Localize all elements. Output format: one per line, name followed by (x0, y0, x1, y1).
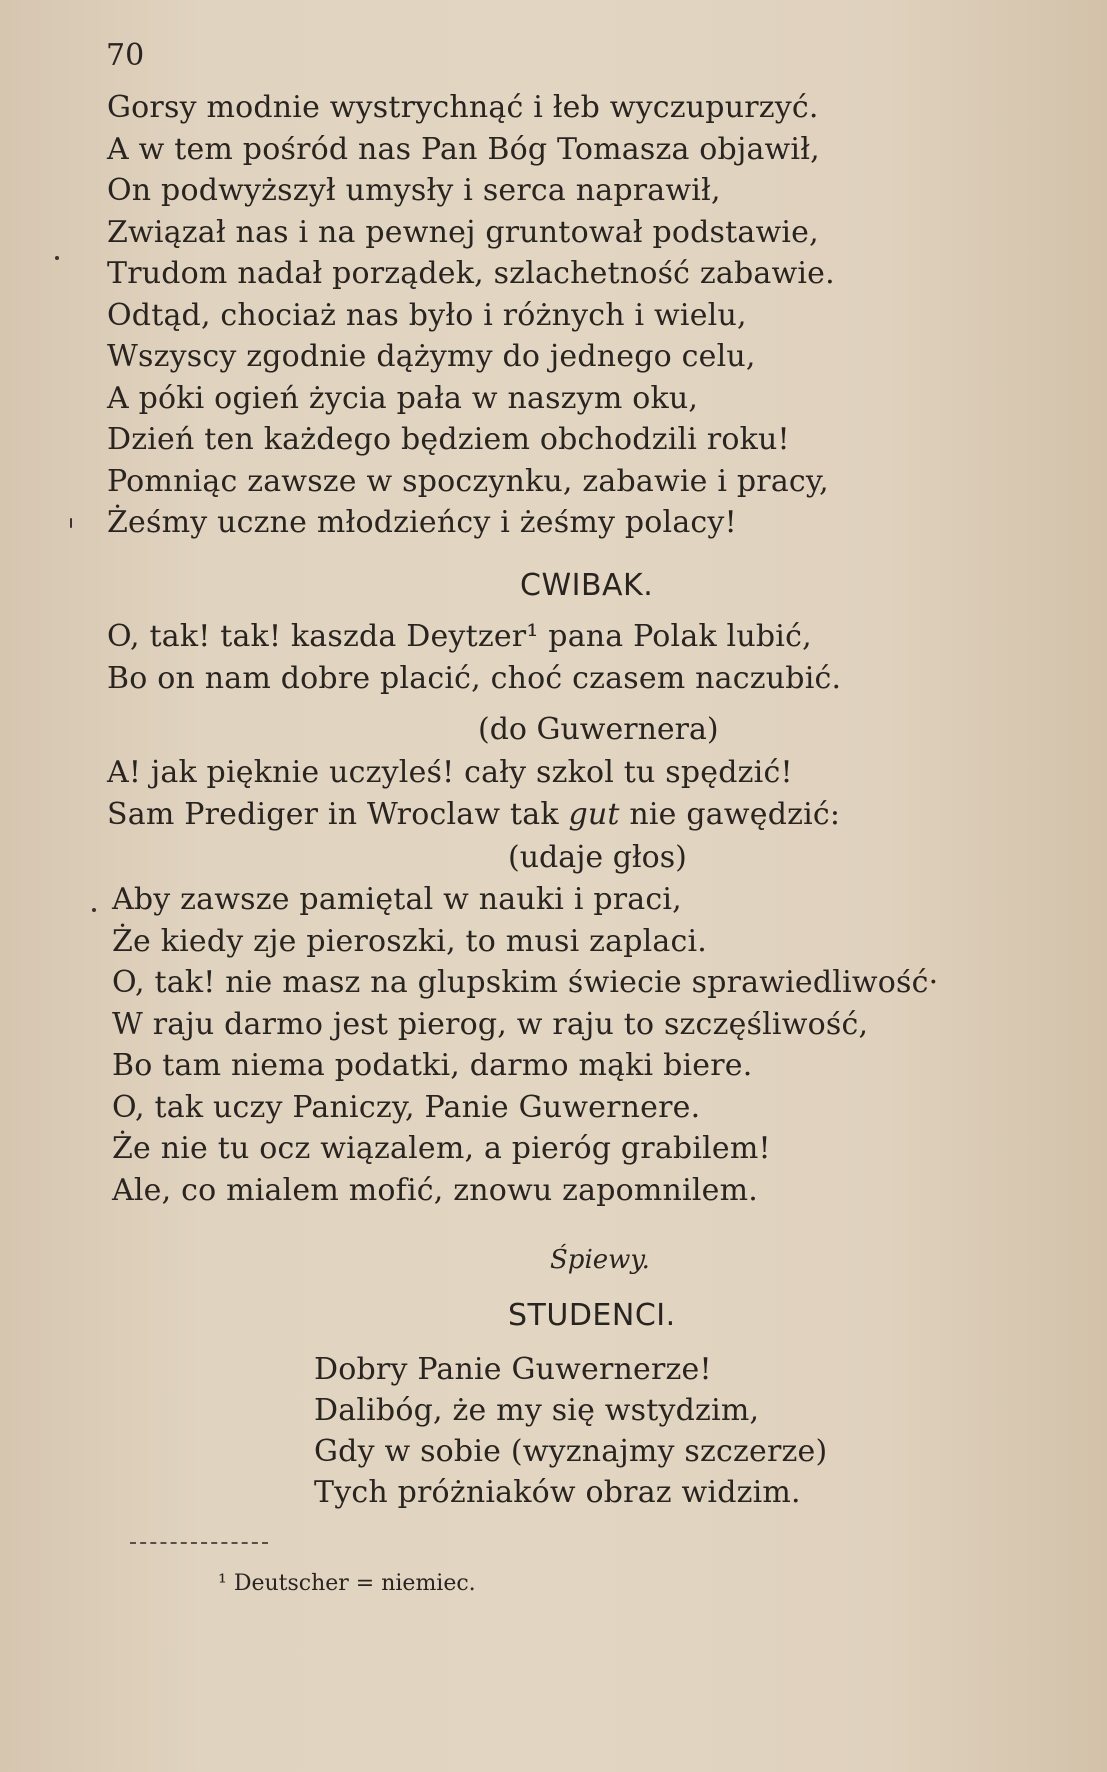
verse-line: Bo tam niema podatki, darmo mąki biere. (112, 1048, 753, 1083)
ink-speck (55, 256, 59, 260)
verse-line: On podwyższył umysły i serca naprawił, (107, 173, 721, 208)
verse-line: O, tak uczy Paniczy, Panie Guwernere. (112, 1089, 701, 1125)
page-number: 70 (106, 38, 145, 73)
verse-line: Wszyscy zgodnie dążymy do jednego celu, (107, 339, 756, 374)
italic-word: gut (568, 796, 620, 832)
verse-line: Ale, co mialem mofić, znowu zapomnilem. (112, 1172, 759, 1208)
verse-line: A póki ogień życia pała w naszym oku, (107, 380, 699, 416)
verse-line: Dzień ten każdego będziem obchodzili roku! (107, 422, 790, 457)
verse-line: Odtąd, chociaż nas było i różnych i wielu, (107, 297, 747, 333)
ink-speck (70, 518, 72, 528)
verse-line: W raju darmo jest pierog, w raju to szczęśliwość, (112, 1006, 869, 1042)
verse-line: Gorsy modnie wystrychnąć i łeb wyczupurzyć. (107, 90, 819, 125)
song-block (314, 1349, 914, 1513)
song-line: Dobry Panie Guwernerze! (314, 1352, 712, 1387)
stage-direction: (do Guwernera) (478, 712, 719, 747)
verse-line: Bo on nam dobre placić, choć czasem naczubić. (107, 660, 842, 696)
ink-speck (92, 908, 96, 912)
verse-text: nie gawędzić: (619, 796, 841, 832)
footnote: ¹ Deutscher = niemiec. (218, 1571, 476, 1596)
verse-line: Pomniąc zawsze w spoczynku, zabawie i pracy, (107, 463, 829, 499)
footnote-rule (130, 1542, 268, 1544)
verse-block-4 (112, 879, 1012, 1211)
verse-line: Trudom nadał porządek, szlachetność zabawie. (107, 256, 835, 291)
stage-direction: (udaje głos) (508, 840, 687, 875)
verse-block-3 (107, 752, 1007, 835)
song-line: Tych próżniaków obraz widzim. (314, 1475, 801, 1510)
verse-line: Że nie tu ocz wiązalem, a pieróg grabilem! (112, 1131, 771, 1166)
song-line: Dalibóg, że my się wstydzim, (314, 1393, 760, 1428)
verse-line: Aby zawsze pamiętal w nauki i praci, (112, 882, 682, 917)
verse-line: O, tak! tak! kaszda Deytzer¹ pana Polak lubić, (107, 619, 812, 654)
verse-block-1 (107, 87, 1007, 544)
verse-text: Sam Prediger in Wroclaw tak (107, 796, 569, 832)
speaker-heading-studenci: STUDENCI. (508, 1298, 676, 1333)
verse-line: Związał nas i na pewnej gruntował podstawie, (107, 214, 819, 250)
verse-line: Żeśmy uczne młodzieńcy i żeśmy polacy! (107, 505, 737, 540)
verse-line: Że kiedy zje pieroszki, to musi zaplaci. (112, 923, 708, 959)
verse-line: A! jak pięknie uczyleś! cały szkol tu spędzić! (107, 755, 793, 790)
song-line: Gdy w sobie (wyznajmy szczerze) (314, 1434, 828, 1469)
verse-line: O, tak! nie masz na glupskim świecie sprawiedliwość· (112, 965, 939, 1000)
verse-line: A w tem pośród nas Pan Bóg Tomasza objawił, (107, 131, 820, 167)
verse-block-2 (107, 616, 1007, 699)
verse-line (107, 794, 1007, 836)
stage-direction-singing: Śpiewy. (550, 1245, 650, 1275)
speaker-heading-cwibak: CWIBAK. (520, 568, 654, 603)
